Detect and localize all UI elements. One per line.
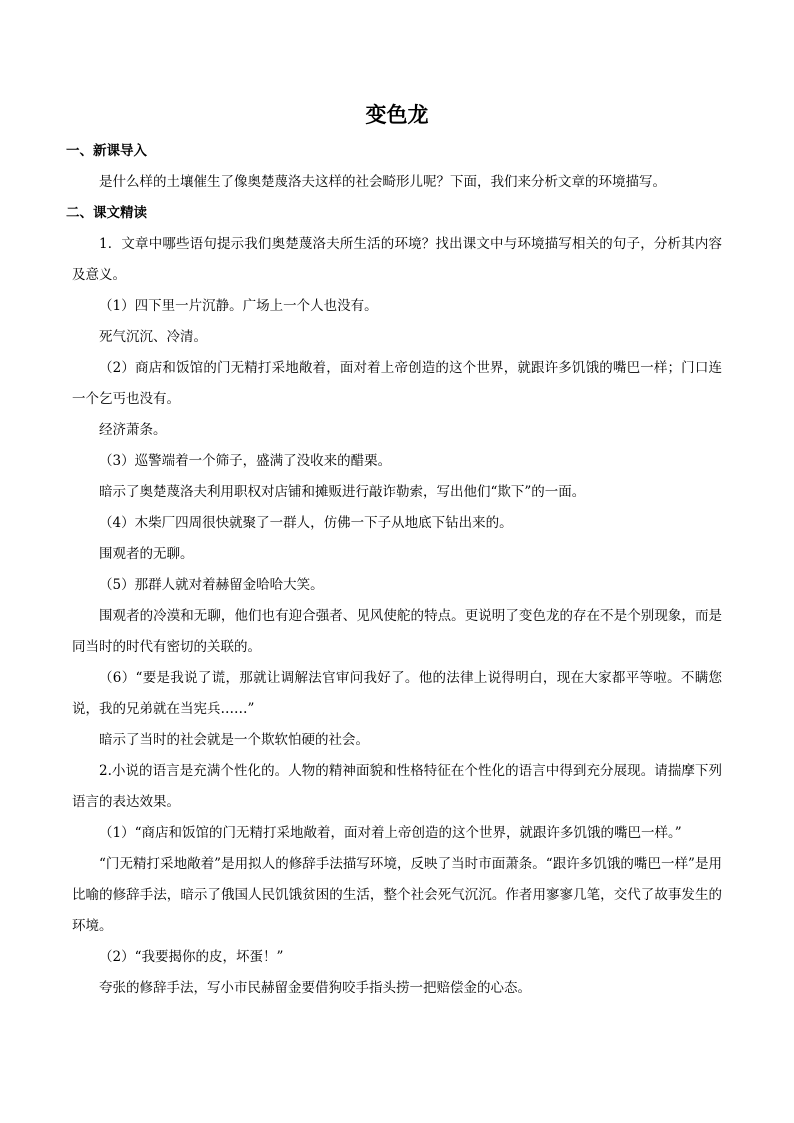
section-heading-reading: 二、课文精读 bbox=[66, 205, 147, 221]
analysis-paragraph: “门无精打采地敞着”是用拟人的修辞手法描写环境，反映了当时市面萧条。“跟许多饥饿的嘴巴一样”是用比喻的修辞手法，暗示了俄国人民饥饿贫困的生活，整个社会死气沉沉。作者用寥寥几笔，交代了故事发生的环境。 bbox=[72, 856, 722, 934]
analysis-paragraph: 暗示了当时的社会就是一个欺软怕硬的社会。 bbox=[99, 732, 369, 748]
analysis-paragraph: 夸张的修辞手法，写小市民赫留金要借狗咬手指头捞一把赔偿金的心态。 bbox=[99, 980, 531, 996]
section-heading-intro: 一、新课导入 bbox=[66, 143, 147, 159]
analysis-paragraph: 经济萧条。 bbox=[99, 422, 167, 438]
question-1: 1．文章中哪些语句提示我们奥楚蔑洛夫所生活的环境？找出课文中与环境描写相关的句子，分析其内容及意义。 bbox=[72, 236, 722, 283]
quote-item: （5）那群人就对着赫留金哈哈大笑。 bbox=[99, 577, 324, 593]
analysis-paragraph: 暗示了奥楚蔑洛夫利用职权对店铺和摊贩进行敲诈勒索，写出他们“欺下”的一面。 bbox=[99, 484, 586, 500]
quote-item: （3）巡警端着一个筛子，盛满了没收来的醋栗。 bbox=[99, 453, 392, 469]
quote-item: （2）商店和饭馆的门无精打采地敞着，面对着上帝创造的这个世界，就跟许多饥饿的嘴巴一样；门口连一个乞丐也没有。 bbox=[72, 360, 722, 407]
document-page bbox=[66, 100, 722, 1004]
quote-item: （1）“商店和饭馆的门无精打采地敞着，面对着上帝创造的这个世界，就跟许多饥饿的嘴巴一样。” bbox=[99, 825, 682, 841]
quote-item: （1）四下里一片沉静。广场上一个人也没有。 bbox=[99, 298, 378, 314]
quote-item: （2）“我要揭你的皮，坏蛋！” bbox=[99, 949, 284, 965]
quote-item: （6）“要是我说了谎，那就让调解法官审问我好了。他的法律上说得明白，现在大家都平等啦。不瞒您说，我的兄弟就在当宪兵……” bbox=[72, 670, 722, 717]
paragraph: 是什么样的土壤催生了像奥楚蔑洛夫这样的社会畸形儿呢？下面，我们来分析文章的环境描写。 bbox=[99, 174, 666, 190]
analysis-paragraph: 死气沉沉、冷清。 bbox=[99, 329, 207, 345]
analysis-paragraph: 围观者的冷漠和无聊，他们也有迎合强者、见风使舵的特点。更说明了变色龙的存在不是个别现象，而是同当时的时代有密切的关联的。 bbox=[72, 608, 722, 655]
analysis-paragraph: 围观者的无聊。 bbox=[99, 546, 194, 562]
question-2: 2.小说的语言是充满个性化的。人物的精神面貌和性格特征在个性化的语言中得到充分展现。请揣摩下列语言的表达效果。 bbox=[72, 763, 722, 810]
document-title: 变色龙 bbox=[365, 103, 429, 127]
quote-item: （4）木柴厂四周很快就聚了一群人，仿佛一下子从地底下钻出来的。 bbox=[99, 515, 513, 531]
